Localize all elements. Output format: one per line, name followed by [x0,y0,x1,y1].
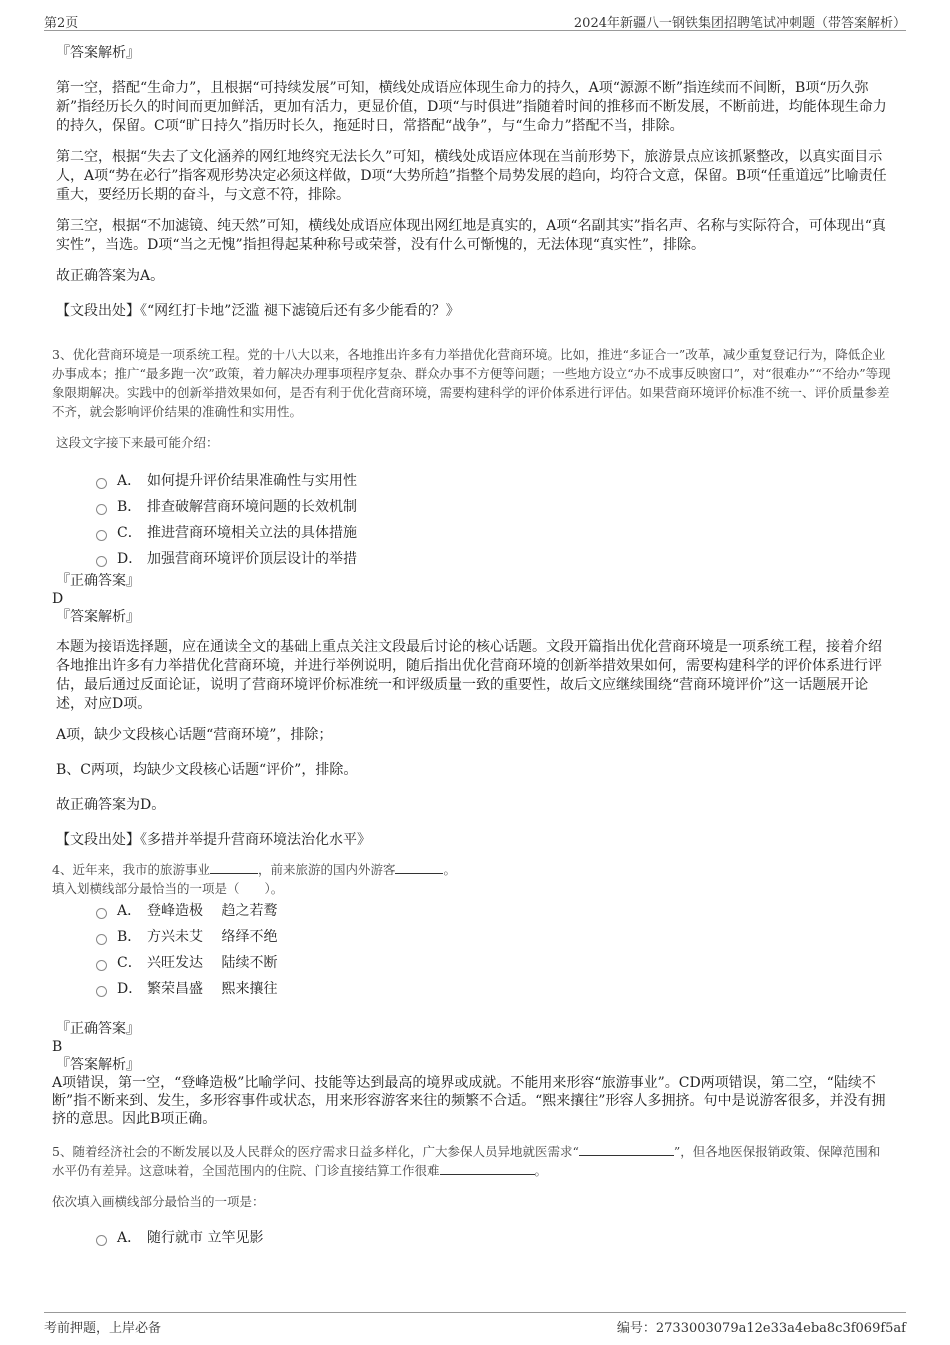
correct-answer: B [52,1039,63,1055]
question-prompt: 这段文字接下来最可能介绍： [56,435,219,450]
radio-icon[interactable] [96,530,107,541]
analysis-paragraph: A项错误，第一空，“登峰造极”比喻学问、技能等达到最高的境界或成就。不能用来形容“旅游事业”。CD两项错误，第二空，“陆续不断”指不断来到、发生，多形容事件或状态，用来形容游客来往的频繁不合适。“熙来攘往”形容人多拥挤。句中是说游客很多，并没有拥挤的意思。因此B项正确。 [52,1075,886,1127]
question-prompt: 填入划横线部分最恰当的一项是（ ）。 [52,881,284,896]
analysis-label: 『答案解析』 [56,45,140,61]
passage-source: 【文段出处】《多措并举提升营商环境法治化水平》 [56,832,371,848]
analysis-paragraph: 本题为接语选择题，应在通读全文的基础上重点关注文段最后讨论的核心话题。文段开篇指出优化营商环境是一项系统工程，接着介绍各地推出许多有力举措优化营商环境，并进行举例说明，随后指出优化营商环境的创新举措效果如何，需要构建科学的评价体系进行评估，最后通过反面论证，说明了营商环境评价标准统一和评级质量一致的重要性，故后文应继续围绕“营商环境评价”这一话题展开论述，对应D项。 [56,639,882,712]
option-list [96,1225,892,1251]
analysis-paragraph: A项，缺少文段核心话题“营商环境”，排除； [56,727,333,743]
option-d[interactable]: D． 繁荣昌盛 熙来攘往 [96,976,892,1002]
correct-answer-label: 『正确答案』 [56,1021,140,1037]
answer-conclusion: 故正确答案为D。 [56,797,166,813]
radio-icon[interactable] [96,960,107,971]
radio-icon[interactable] [96,934,107,945]
passage-source: 【文段出处】《“网红打卡地”泛滥 褪下滤镜后还有多少能看的？》 [56,303,460,319]
fill-blank [210,861,258,874]
analysis-paragraph: 第一空，搭配“生命力”，且根据“可持续发展”可知，横线处成语应体现生命力的持久，A项“源源不断”指连续而不间断，B项“历久弥新”指经历长久的时间而更加鲜活，更加有活力，更显价值，D项“与时俱进”指随着时间的推移而不断发展，不断前进，均能体现生命力的持久，保留。C项“旷日持久”指历时长久，拖延时日，常搭配“战争”，与“生命力”搭配不当，排除。 [56,80,887,134]
option-a[interactable]: A． 随行就市 立竿见影 [96,1225,892,1251]
option-a[interactable]: A． 登峰造极 趋之若鹜 [96,898,892,924]
fill-blank [440,1162,535,1175]
option-c[interactable]: C． 兴旺发达 陆续不断 [96,950,892,976]
analysis-paragraph: 第三空，根据“不加滤镜、纯天然”可知，横线处成语应体现出网红地是真实的，A项“名副其实”指名声、名称与实际符合，可体现出“真实性”，当选。D项“当之无愧”指担得起某种称号或荣誉，没有什么可惭愧的，无法体现“真实性”，排除。 [56,218,886,253]
correct-answer: D [52,591,64,607]
option-a[interactable]: A． 如何提升评价结果准确性与实用性 [96,468,892,494]
question-prompt: 依次填入画横线部分最恰当的一项是： [52,1194,265,1209]
analysis-paragraph: B、C两项，均缺少文段核心话题“评价”，排除。 [56,762,358,778]
radio-icon[interactable] [96,478,107,489]
option-d[interactable]: D． 加强营商环境评价顶层设计的举措 [96,546,892,572]
option-b[interactable]: B． 方兴未艾 络绎不绝 [96,924,892,950]
option-list [96,898,892,1002]
radio-icon[interactable] [96,504,107,515]
analysis-label: 『答案解析』 [56,609,140,625]
page-number: 第2页 [44,16,79,31]
page-footer [44,1312,906,1337]
page-content [52,44,892,1251]
radio-icon[interactable] [96,1235,107,1246]
page-header [44,10,906,31]
question-stem: 3、优化营商环境是一项系统工程。党的十八大以来，各地推出许多有力举措优化营商环境。比如，推进“多证合一”改革，减少重复登记行为，降低企业办事成本；推广“最多跑一次”政策，着力解决办理事项程序复杂、群众办事不方便等问题；一些地方设立“办不成事反映窗口”，对“很难办”“不给办”等现象限期解决。实践中的创新举措效果如何，是否有利于优化营商环境，需要构建科学的评价体系进行评估。如果营商环境评价标准不统一、评价质量参差不齐，就会影响评价结果的准确性和实用性。 [52,347,891,419]
document-id: 编号：2733003079a12e33a4eba8c3f069f5af [616,1321,906,1336]
analysis-label: 『答案解析』 [56,1057,140,1073]
answer-conclusion: 故正确答案为A。 [56,268,165,284]
document-title: 2024年新疆八一钢铁集团招聘笔试冲刺题（带答案解析） [573,16,906,31]
radio-icon[interactable] [96,986,107,997]
fill-blank [579,1143,674,1156]
option-list [96,468,892,572]
radio-icon[interactable] [96,908,107,919]
correct-answer-label: 『正确答案』 [56,573,140,589]
radio-icon[interactable] [96,556,107,567]
footer-slogan: 考前押题，上岸必备 [44,1321,162,1336]
analysis-paragraph: 第二空，根据“失去了文化涵养的网红地终究无法长久”可知，横线处成语应体现在当前形势下，旅游景点应该抓紧整改，以真实面目示人，A项“势在必行”指客观形势决定必须这样做，D项“大势所趋”指整个局势发展的趋向，均符合文意，保留。B项“任重道远”比喻责任重大，要经历长期的奋斗，与文意不符，排除。 [56,149,887,203]
question-stem: 5、随着经济社会的不断发展以及人民群众的医疗需求日益多样化，广大参保人员异地就医需求“ ”，但各地医保报销政策、保障范围和水平仍有差异。这意味着，全国范围内的住院、门诊直接结算工作很难 。 [52,1144,881,1178]
option-c[interactable]: C． 推进营商环境相关立法的具体措施 [96,520,892,546]
option-b[interactable]: B． 排查破解营商环境问题的长效机制 [96,494,892,520]
fill-blank [395,861,443,874]
question-stem: 4、近年来，我市的旅游事业 ，前来旅游的国内外游客 。 [52,862,456,877]
